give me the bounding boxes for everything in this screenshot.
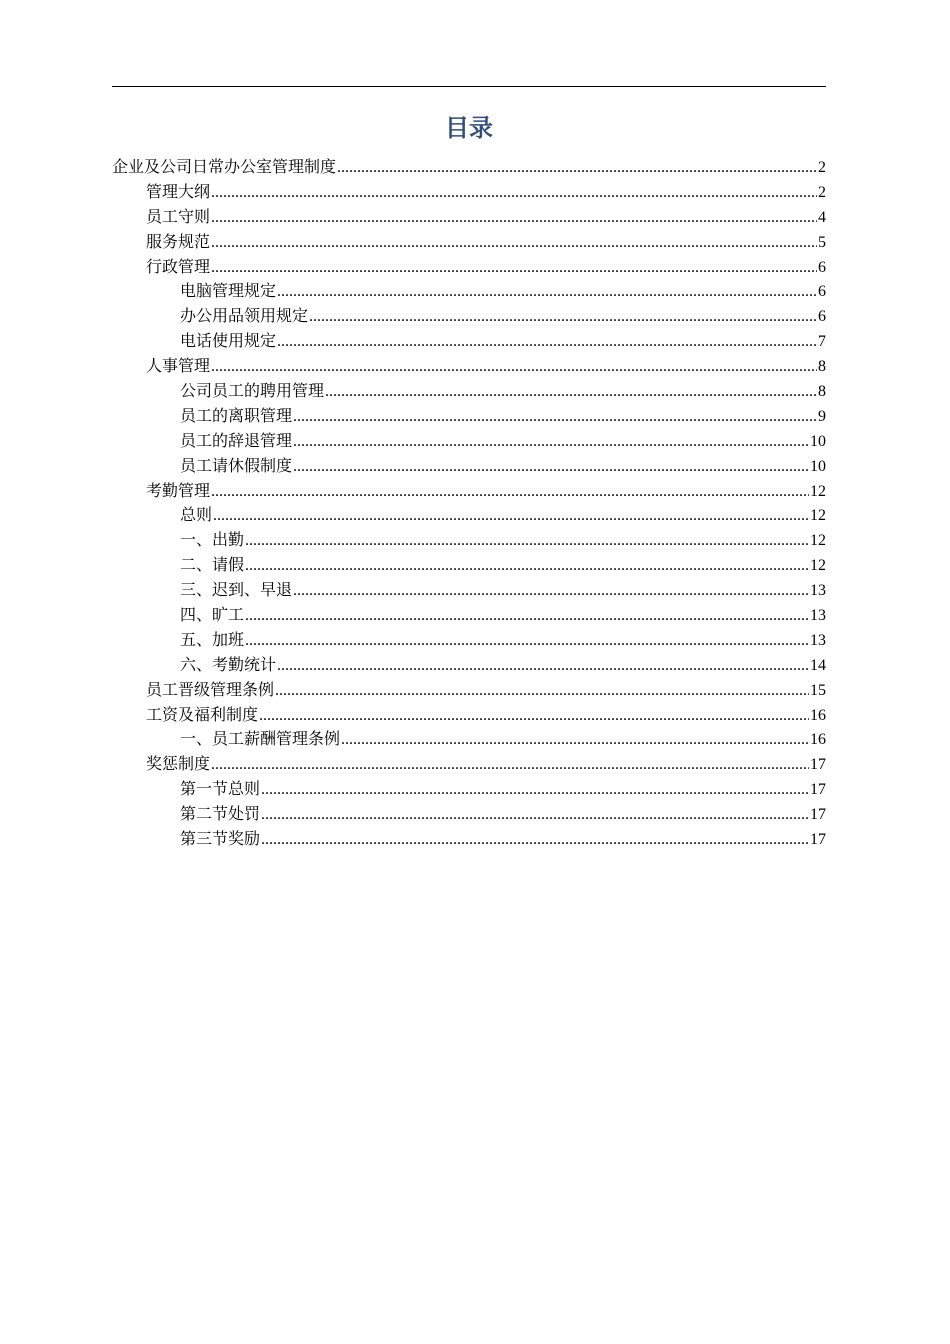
toc-entry-page-number: 9 xyxy=(818,407,826,425)
toc-entry-text: 总则 xyxy=(180,507,213,525)
toc-entry-text: 一、出勤 xyxy=(180,532,245,550)
toc-entry-page-number: 2 xyxy=(818,159,826,176)
header-rule xyxy=(112,86,826,87)
toc-entry-text: 第二节处罚 xyxy=(180,806,261,824)
toc-entry[interactable] xyxy=(112,679,826,704)
toc-entry-page-number: 16 xyxy=(810,706,826,724)
toc-entry[interactable] xyxy=(112,579,826,604)
toc-leader-dots xyxy=(245,629,809,654)
toc-leader-dots xyxy=(337,156,817,181)
toc-entry[interactable] xyxy=(112,231,826,256)
toc-title: 目录 xyxy=(445,116,493,142)
toc-entry-page-number: 10 xyxy=(810,457,826,475)
toc-leader-dots xyxy=(293,405,817,430)
toc-leader-dots xyxy=(245,604,809,629)
toc-entry[interactable] xyxy=(112,455,826,480)
toc-entry-text: 四、旷工 xyxy=(180,607,245,625)
toc-leader-dots xyxy=(259,704,809,729)
toc-leader-dots xyxy=(211,256,817,281)
toc-entry-page-number: 6 xyxy=(818,308,826,326)
toc-entry-page-number: 17 xyxy=(810,831,826,849)
toc-entry-page-number: 8 xyxy=(818,383,826,401)
toc-entry-text: 员工请休假制度 xyxy=(180,457,293,475)
toc-entry[interactable] xyxy=(112,256,826,281)
toc-entry-text: 第三节奖励 xyxy=(180,831,261,849)
toc-entry[interactable] xyxy=(112,629,826,654)
toc-leader-dots xyxy=(211,480,809,505)
toc-entry[interactable] xyxy=(112,654,826,679)
toc-leader-dots xyxy=(277,654,809,679)
toc-entry-text: 三、迟到、早退 xyxy=(180,582,293,600)
toc-leader-dots xyxy=(293,430,809,455)
toc-entry-page-number: 13 xyxy=(810,631,826,649)
toc-leader-dots xyxy=(309,305,817,330)
toc-entry[interactable] xyxy=(112,828,826,853)
toc-entry-text: 服务规范 xyxy=(146,233,211,251)
toc-leader-dots xyxy=(275,679,809,704)
toc-leader-dots xyxy=(245,529,809,554)
toc-entry-text: 第一节总则 xyxy=(180,781,261,799)
toc-leader-dots xyxy=(211,753,809,778)
toc-leader-dots xyxy=(261,803,809,828)
toc-entry-text: 公司员工的聘用管理 xyxy=(180,383,325,401)
toc-entry-page-number: 12 xyxy=(810,532,826,550)
toc-leader-dots xyxy=(293,455,809,480)
toc-leader-dots xyxy=(211,206,817,231)
toc-entry-page-number: 6 xyxy=(818,283,826,301)
toc-entry[interactable] xyxy=(112,330,826,355)
toc-entry-text: 二、请假 xyxy=(180,557,245,575)
toc-leader-dots xyxy=(245,554,809,579)
toc-leader-dots xyxy=(277,280,817,305)
toc-entry-page-number: 16 xyxy=(810,731,826,749)
toc-leader-dots xyxy=(293,579,809,604)
toc-entry[interactable] xyxy=(112,380,826,405)
toc-entry-page-number: 13 xyxy=(810,582,826,600)
toc-entry-page-number: 6 xyxy=(818,258,826,276)
toc-entry-page-number: 4 xyxy=(818,208,826,226)
toc-entry[interactable] xyxy=(112,704,826,729)
toc-entry[interactable] xyxy=(112,430,826,455)
toc-entry[interactable] xyxy=(112,305,826,330)
toc-entry-text: 办公用品领用规定 xyxy=(180,308,309,326)
toc-entry-page-number: 7 xyxy=(818,333,826,351)
toc-entry-page-number: 13 xyxy=(810,607,826,625)
toc-entry-page-number: 8 xyxy=(818,358,826,376)
toc-entry-text: 工资及福利制度 xyxy=(146,706,259,724)
toc-entry[interactable] xyxy=(112,480,826,505)
toc-entry-text: 员工的辞退管理 xyxy=(180,432,293,450)
toc-entry[interactable] xyxy=(112,529,826,554)
toc-leader-dots xyxy=(261,828,809,853)
toc-entry-text: 五、加班 xyxy=(180,631,245,649)
toc-leader-dots xyxy=(211,355,817,380)
toc-entry-text: 企业及公司日常办公室管理制度 xyxy=(112,159,337,176)
toc-entry-text: 电话使用规定 xyxy=(180,333,277,351)
toc-entry-text: 电脑管理规定 xyxy=(180,283,277,301)
toc-entry[interactable] xyxy=(112,206,826,231)
toc-entry-text: 管理大纲 xyxy=(146,183,211,201)
toc-entry-text: 一、员工薪酬管理条例 xyxy=(180,731,341,749)
toc-entry[interactable] xyxy=(112,504,826,529)
toc-entry[interactable] xyxy=(112,181,826,206)
toc-entry-text: 六、考勤统计 xyxy=(180,656,277,674)
toc-leader-dots xyxy=(261,778,809,803)
toc-entry-page-number: 17 xyxy=(810,756,826,774)
toc-list xyxy=(112,156,826,853)
toc-entry-page-number: 12 xyxy=(810,557,826,575)
toc-leader-dots xyxy=(277,330,817,355)
toc-entry-page-number: 12 xyxy=(810,482,826,500)
toc-entry-text: 员工守则 xyxy=(146,208,211,226)
toc-entry[interactable] xyxy=(112,156,826,181)
toc-entry[interactable] xyxy=(112,280,826,305)
toc-entry-text: 员工的离职管理 xyxy=(180,407,293,425)
toc-entry-text: 行政管理 xyxy=(146,258,211,276)
toc-entry[interactable] xyxy=(112,355,826,380)
toc-leader-dots xyxy=(341,728,809,753)
toc-entry-page-number: 5 xyxy=(818,233,826,251)
toc-entry-page-number: 17 xyxy=(810,806,826,824)
toc-entry-text: 员工晋级管理条例 xyxy=(146,681,275,699)
toc-entry[interactable] xyxy=(112,753,826,778)
toc-entry-page-number: 12 xyxy=(810,507,826,525)
toc-entry[interactable] xyxy=(112,728,826,753)
toc-entry[interactable] xyxy=(112,778,826,803)
toc-entry[interactable] xyxy=(112,554,826,579)
toc-leader-dots xyxy=(325,380,817,405)
toc-entry-page-number: 2 xyxy=(818,183,826,201)
toc-leader-dots xyxy=(211,231,817,256)
toc-leader-dots xyxy=(213,504,809,529)
toc-entry-page-number: 17 xyxy=(810,781,826,799)
toc-entry[interactable] xyxy=(112,405,826,430)
toc-entry-text: 人事管理 xyxy=(146,358,211,376)
toc-entry[interactable] xyxy=(112,604,826,629)
toc-entry-page-number: 10 xyxy=(810,432,826,450)
toc-entry[interactable] xyxy=(112,803,826,828)
toc-entry-text: 考勤管理 xyxy=(146,482,211,500)
toc-entry-page-number: 14 xyxy=(810,656,826,674)
toc-leader-dots xyxy=(211,181,817,206)
toc-entry-page-number: 15 xyxy=(810,681,826,699)
toc-entry-text: 奖惩制度 xyxy=(146,756,211,774)
